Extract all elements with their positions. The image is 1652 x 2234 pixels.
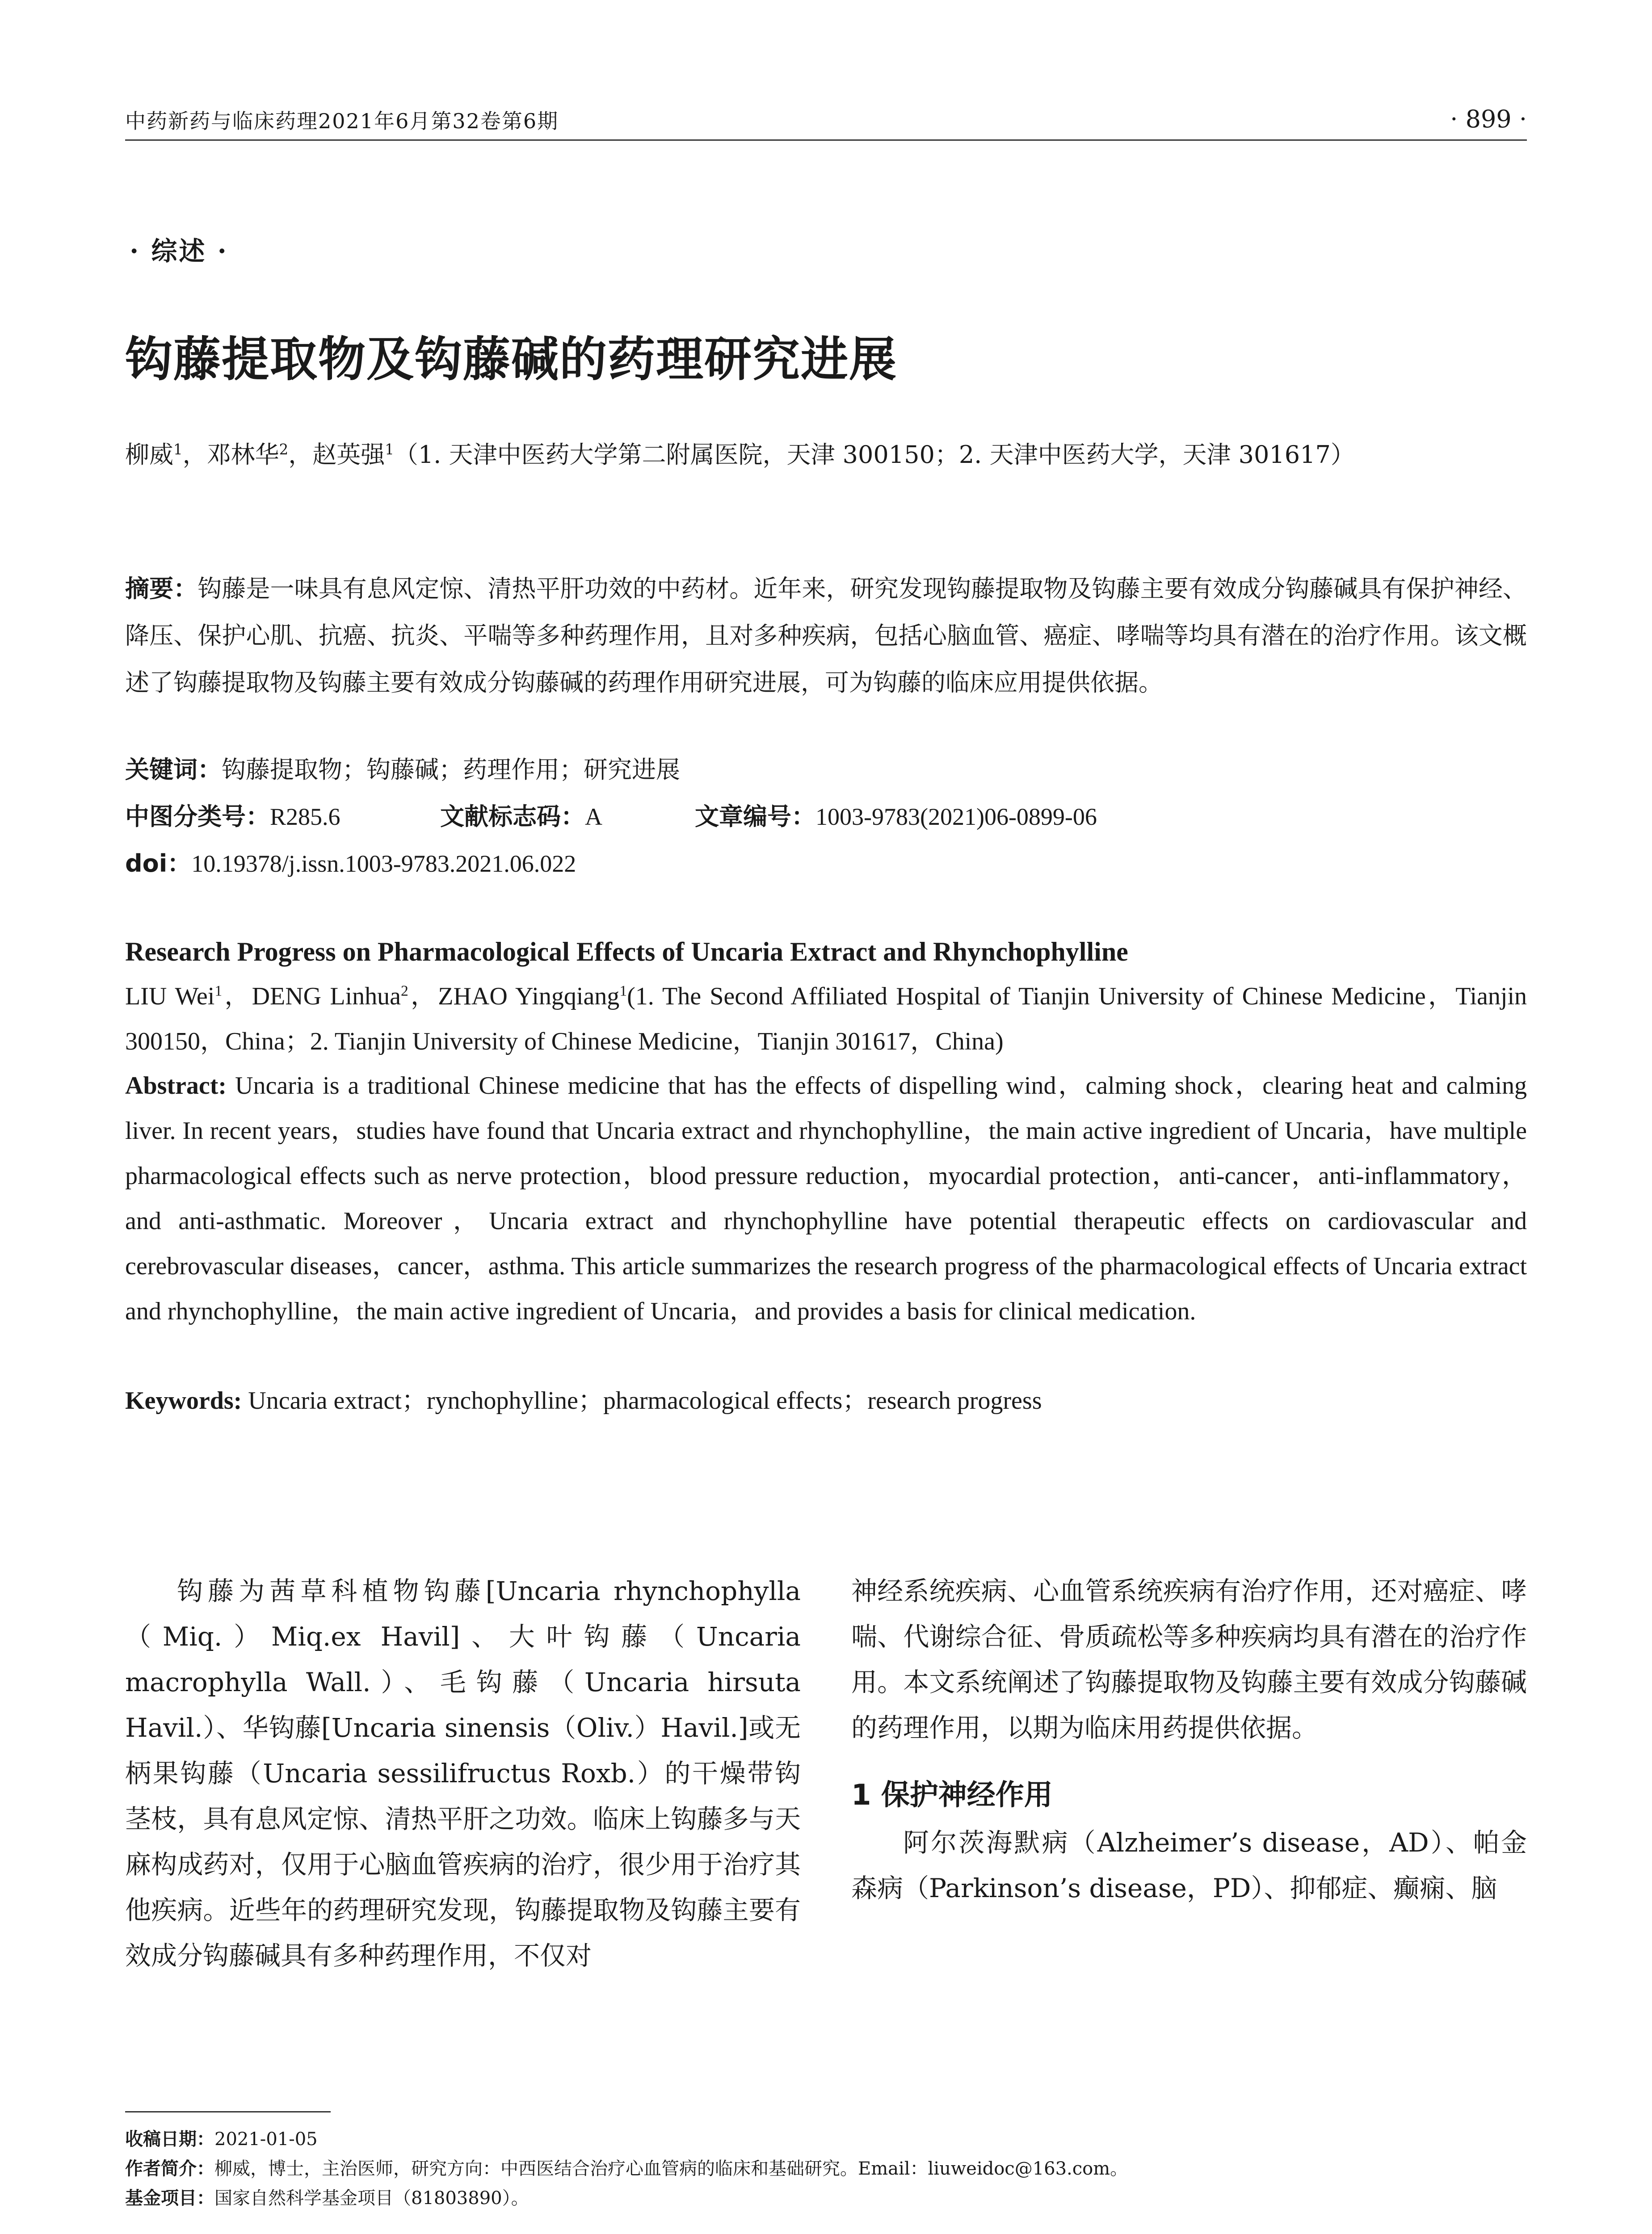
keywords-en-label: Keywords: [125, 1387, 242, 1415]
author-en-3: ZHAO Yingqiang [438, 983, 620, 1010]
doccode-group [440, 793, 602, 840]
journal-name: 中药新药与临床药理2021年6月第32卷第6期 [125, 109, 559, 133]
clc-label: 中图分类号： [125, 802, 270, 831]
fund-value: 国家自然科学基金项目（81803890）。 [214, 2188, 529, 2209]
received-value: 2021-01-05 [214, 2129, 318, 2150]
page-number: · 899 · [1450, 105, 1527, 133]
author-en-1: LIU Wei [125, 983, 215, 1010]
author-3-aff: 1 [385, 441, 394, 458]
author-1: 柳威 [125, 441, 173, 469]
footnote-author [125, 2154, 1527, 2184]
keywords-cn-text: 钩藤提取物；钩藤碱；药理作用；研究进展 [222, 756, 680, 784]
author-en-3-aff: 1 [619, 983, 627, 999]
body-column-right [851, 1568, 1527, 1911]
classification-line [125, 793, 1527, 838]
clc-value: R285.6 [270, 803, 340, 830]
fund-label: 基金项目： [125, 2188, 214, 2209]
section-1-heading: 1 保护神经作用 [851, 1779, 1053, 1812]
header-divider [125, 139, 1527, 141]
paper-title: 钩藤提取物及钩藤碱的药理研究进展 [125, 332, 897, 387]
author-bio-label: 作者简介： [125, 2158, 214, 2179]
footnote-received [125, 2125, 1527, 2154]
affiliation-cn: （1. 天津中医药大学第二附属医院，天津 300150；2. 天津中医药大学，天津 301617） [394, 441, 1355, 469]
keywords-en [125, 1378, 1527, 1424]
abstract-cn [125, 565, 1527, 706]
authors-cn: 柳威$^1$，邓林华$^2$，赵英强$^1$（1. 天津中医药大学第二附属医院，天津 300150；2. 天津中医药大学，天津 301617） [125, 441, 1355, 469]
abstract-cn-text: 钩藤是一味具有息风定惊、清热平肝功效的中药材。近年来，研究发现钩藤提取物及钩藤主要有效成分钩藤碱具有保护神经、降压、保护心肌、抗癌、抗炎、平喘等多种药理作用，且对多种疾病，包括心脑血管、癌症、哮喘等均具有潜在的治疗作用。该文概述了钩藤提取物及钩藤主要有效成分钩藤碱的药理作用研究进展，可为钩藤的临床应用提供依据。 [125, 575, 1527, 697]
author-3: 赵英强 [312, 441, 385, 469]
received-label: 收稿日期： [125, 2129, 214, 2150]
footnote-fund [125, 2184, 1527, 2213]
author-1-aff: 1 [173, 441, 183, 458]
keywords-cn-label: 关键词： [125, 756, 222, 784]
author-2-aff: 2 [279, 441, 289, 458]
clc-group [125, 793, 340, 840]
doi-line [125, 840, 1527, 887]
paper-title-en: Research Progress on Pharmacological Effects of Uncaria Extract and Rhynchophylline [125, 937, 1128, 966]
doccode-value: A [585, 803, 602, 830]
abstract-cn-label: 摘要： [125, 575, 198, 603]
footnote-divider [125, 2111, 331, 2112]
section-1-paragraph: 阿尔茨海默病（Alzheimer’s disease，AD）、帕金森病（Parkinson’s disease，PD）、抑郁症、癫痫、脑 [851, 1827, 1527, 1903]
author-en-2: DENG Linhua [252, 983, 401, 1010]
abstract-en-label: Abstract: [125, 1072, 227, 1100]
author-2: 邓林华 [206, 441, 279, 469]
authors-en: LIU Wei$^1$，DENG Linhua$^2$，ZHAO Yingqiang$^1$(1. The Second Affiliated Hospital of Tianjin University of Chinese Medicine，Tianjin 300150，China；2. Tianjin University of Chinese Medicine，Tianjin 301617，China) [125, 983, 1527, 1055]
abstract-en [125, 1063, 1527, 1334]
author-en-1-aff: 1 [214, 983, 223, 999]
article-number-group [695, 793, 1097, 840]
keywords-cn [125, 746, 1527, 793]
doi-label: doi： [125, 849, 192, 878]
doccode-label: 文献标志码： [440, 802, 585, 831]
author-en-2-aff: 2 [401, 983, 408, 999]
intro-paragraph-left: 钩藤为茜草科植物钩藤[Uncaria rhynchophylla（Miq.）Miq.ex Havil]、大叶钩藤（Uncaria macrophylla Wall.）、毛钩藤（Uncaria hirsuta Havil.）、华钩藤[Uncaria sinensis（Oliv.）Havil.]或无柄果钩藤（Uncaria sessilifructus Roxb.）的干燥带钩茎枝，具有息风定惊、清热平肝之功效。临床上钩藤多与天麻构成药对，仅用于心脑血管疾病的治疗，很少用于治疗其他疾病。近些年的药理研究发现，钩藤提取物及钩藤主要有效成分钩藤碱具有多种药理作用，不仅对 [125, 1576, 801, 1971]
article-number-value: 1003-9783(2021)06-0899-06 [815, 803, 1097, 830]
intro-paragraph-right: 神经系统疾病、心血管系统疾病有治疗作用，还对癌症、哮喘、代谢综合征、骨质疏松等多种疾病均具有潜在的治疗作用。本文系统阐述了钩藤提取物及钩藤主要有效成分钩藤碱的药理作用，以期为临床用药提供依据。 [851, 1576, 1527, 1743]
running-header [125, 105, 1527, 141]
author-bio-value: 柳威，博士，主治医师，研究方向：中西医结合治疗心血管病的临床和基础研究。Email：liuweidoc@163.com。 [214, 2158, 1128, 2179]
affiliation-en: (1. The Second Affiliated Hospital of Tianjin University of Chinese Medicine，Tianjin 300150，China；2. Tianjin University of Chinese Medicine，Tianjin 301617，China) [125, 983, 1527, 1055]
article-number-label: 文章编号： [695, 802, 815, 831]
section-type: · 综述 · [130, 236, 228, 266]
keywords-en-text: Uncaria extract；rynchophylline；pharmacological effects；research progress [248, 1387, 1042, 1415]
abstract-en-text: Uncaria is a traditional Chinese medicine that has the effects of dispelling wind，calming shock，clearing heat and calming liver. In recent years，studies have found that Uncaria extract and rhynchophylline，the main active ingredient of Uncaria，have multiple pharmacological effects such as nerve protection，blood pressure reduction，myocardial protection，anti-cancer，anti-inflammatory，and anti-asthmatic. Moreover，Uncaria extract and rhynchophylline have potential therapeutic effects on cardiovascular and cerebrovascular diseases，cancer，asthma. This article summarizes the research progress of the pharmacological effects of Uncaria extract and rhynchophylline，the main active ingredient of Uncaria，and provides a basis for clinical medication. [125, 1072, 1527, 1325]
doi-value: 10.19378/j.issn.1003-9783.2021.06.022 [191, 850, 576, 877]
body-column-left [125, 1568, 801, 1978]
footnotes [125, 2125, 1527, 2213]
